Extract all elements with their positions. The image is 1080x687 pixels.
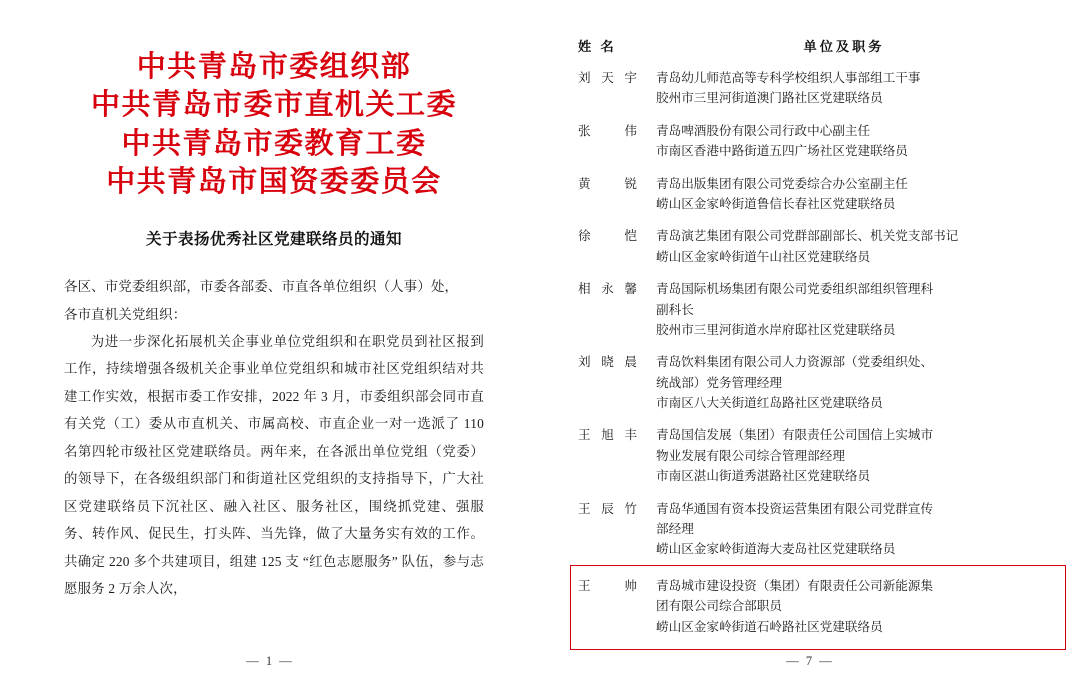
unit-line: 青岛啤酒股份有限公司行政中心副主任 [656, 123, 871, 138]
body-paragraph-2: 各市直机关党组织： [64, 306, 187, 322]
cell-name [578, 171, 656, 224]
cell-unit-and-position [656, 496, 1032, 569]
cell-name [578, 276, 656, 349]
unit-line: 崂山区金家岭街道石岭路社区党建联络员 [656, 619, 883, 634]
roster-header-row [578, 36, 1032, 65]
unit-line: 物业发展有限公司综合管理部经理 [656, 448, 845, 463]
column-header-unit: 单位及职务 [803, 39, 885, 54]
cell-unit-and-position [656, 569, 1032, 648]
unit-line: 青岛演艺集团有限公司党群部副部长、机关党支部书记 [656, 229, 959, 244]
table-row [578, 276, 1032, 349]
left-page-number: — 1 — [246, 654, 294, 668]
cell-name [578, 349, 656, 422]
roster-table [578, 36, 1032, 648]
cell-name [578, 422, 656, 495]
person-name: 张 伟 [578, 123, 638, 138]
document-subtitle: 关于表扬优秀社区党建联络员的通知 [145, 231, 402, 249]
person-name: 刘天宇 [578, 71, 638, 85]
person-name: 王辰竹 [578, 501, 638, 516]
cell-unit-and-position [656, 276, 1032, 349]
unit-line: 崂山区金家岭街道鲁信长春社区党建联络员 [656, 196, 896, 211]
unit-line: 市南区八大关街道红岛路社区党建联络员 [656, 396, 883, 411]
cell-name [578, 118, 656, 171]
table-row [578, 496, 1032, 569]
unit-line: 青岛幼儿师范高等专科学校组织人事部组工干事 [656, 71, 921, 85]
table-row [578, 65, 1032, 118]
unit-line: 青岛国信发展（集团）有限责任公司国信上实城市 [656, 428, 934, 443]
column-header-name: 姓 名 [578, 39, 617, 54]
table-row [578, 223, 1032, 276]
person-name: 王旭丰 [578, 428, 638, 443]
unit-line: 胶州市三里河街道澳门路社区党建联络员 [656, 91, 883, 106]
unit-line: 副科长 [656, 302, 694, 317]
unit-line: 青岛出版集团有限公司党委综合办公室副主任 [656, 176, 908, 191]
cell-unit-and-position [656, 422, 1032, 495]
cell-unit-and-position [656, 65, 1032, 118]
person-name: 徐 恺 [578, 229, 638, 244]
cell-name [578, 496, 656, 569]
body-paragraph-1: 各区、市党委组织部，市委各部委、市直各单位组织（人事）处， [64, 279, 459, 295]
unit-line: 市南区湛山街道秀湛路社区党建联络员 [656, 469, 871, 484]
headline-line-2: 中共青岛市委市直机关工委 [90, 89, 457, 122]
unit-line: 团有限公司综合部职员 [656, 599, 782, 614]
cell-unit-and-position [656, 118, 1032, 171]
cell-name [578, 65, 656, 118]
unit-line: 胶州市三里河街道水岸府邸社区党建联络员 [656, 322, 896, 337]
headline-line-1: 中共青岛市委组织部 [136, 51, 412, 83]
headline-line-4: 中共青岛市国资委委员会 [106, 165, 442, 198]
table-row [578, 569, 1032, 648]
cell-unit-and-position [656, 171, 1032, 224]
document-body [64, 273, 484, 603]
cell-unit-and-position [656, 223, 1032, 276]
unit-line: 青岛华通国有资本投资运营集团有限公司党群宣传 [656, 501, 934, 516]
person-name: 王 帅 [578, 578, 638, 593]
unit-line: 部经理 [656, 522, 694, 537]
cell-name [578, 569, 656, 648]
unit-line: 青岛饮料集团有限公司人力资源部（党委组织处、 [656, 355, 934, 370]
table-row [578, 171, 1032, 224]
cell-name [578, 223, 656, 276]
cell-unit-and-position [656, 349, 1032, 422]
document-headline [64, 48, 484, 201]
person-name: 黄 锐 [578, 176, 638, 191]
body-paragraph-3: 为进一步深化拓展机关企事业单位党组织和在职党员到社区报到工作，持续增强各级机关企事业单位党组织和城市社区党组织结对共建工作实效，根据市委工作安排，2022 年 3 月，市委组织部会同市直有关党（工）委从市直机关、市属高校、市直企业一对一选派了 110 名第四轮市级社区党建联络员。两年来，在各派出单位党组（党委）的领导下，在各级组织部门和街道社区党组织的支持指导下，广大社区党建联络员下沉社区、融入社区、服务社区，围绕抓党建、强服务、转作风、促民生，打头阵、当先锋，做了大量务实有效的工作。共确定 220 多个共建项目，组建 125 支 “红色志愿服务” 队伍，参与志愿服务 2 万余人次， [64, 334, 484, 597]
unit-line: 青岛国际机场集团有限公司党委组织部组织管理科 [656, 282, 934, 297]
unit-line: 市南区香港中路街道五四广场社区党建联络员 [656, 144, 908, 159]
person-name: 刘晓晨 [578, 355, 638, 370]
unit-line: 统战部）党务管理经理 [656, 375, 782, 390]
person-name: 相永馨 [578, 282, 638, 297]
unit-line: 崂山区金家岭街道海大麦岛社区党建联络员 [656, 542, 896, 557]
table-row [578, 349, 1032, 422]
unit-line: 青岛城市建设投资（集团）有限责任公司新能源集 [656, 578, 934, 593]
roster-body [578, 65, 1032, 648]
right-page-number: — 7 — [786, 654, 834, 668]
right-page [540, 0, 1080, 687]
unit-line: 崂山区金家岭街道午山社区党建联络员 [656, 249, 871, 264]
headline-line-3: 中共青岛市委教育工委 [121, 127, 427, 160]
table-row [578, 422, 1032, 495]
table-row [578, 118, 1032, 171]
